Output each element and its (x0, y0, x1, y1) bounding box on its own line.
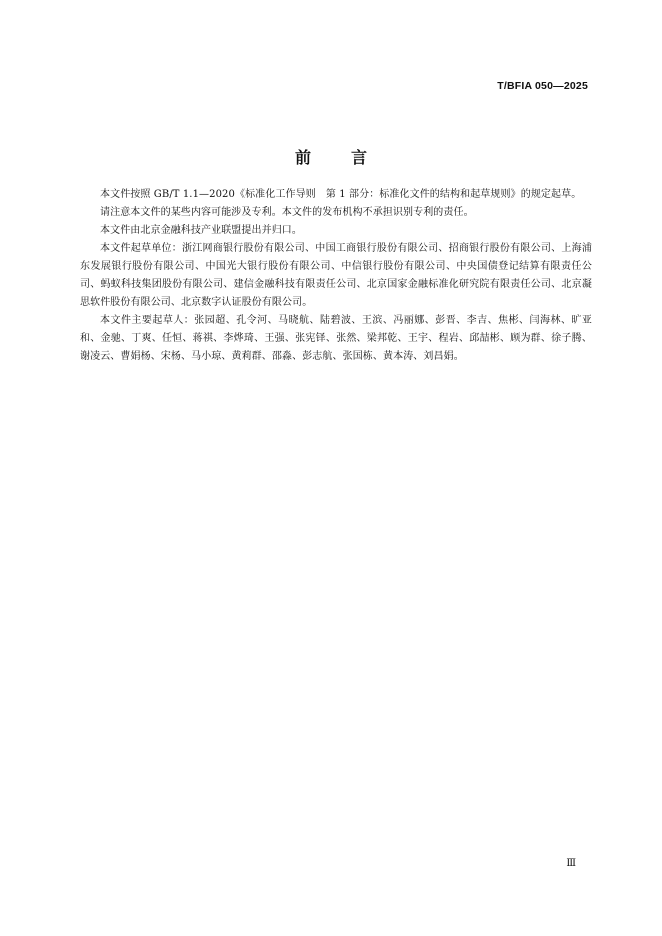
document-code: T/BFIA 050—2025 (497, 80, 588, 92)
paragraph-proposer: 本文件由北京金融科技产业联盟提出并归口。 (100, 225, 302, 236)
page-number: Ⅲ (566, 858, 576, 869)
paragraph-drafting-rules: 本文件按照 GB/T 1.1—2020《标准化工作导则 第 1 部分：标准化文件的结构和起草规则》的规定起草。 (100, 189, 582, 200)
foreword-body (80, 186, 592, 366)
paragraph-drafting-organizations: 本文件起草单位：浙江网商银行股份有限公司、中国工商银行股份有限公司、招商银行股份有限公司、上海浦东发展银行股份有限公司、中国光大银行股份有限公司、中信银行股份有限公司、中央国债登记结算有限责任公司、蚂蚁科技集团股份有限公司、建信金融科技有限责任公司、北京国家金融标准化研究院有限责任公司、北京凝思软件股份有限公司、北京数字认证股份有限公司。 (80, 243, 592, 308)
page-title: 前言 (294, 147, 407, 167)
paragraph-patent-notice: 请注意本文件的某些内容可能涉及专利。本文件的发布机构不承担识别专利的责任。 (100, 207, 474, 218)
paragraph-main-drafters: 本文件主要起草人：张园超、孔令河、马晓航、陆碧波、王滨、冯丽娜、彭晋、李吉、焦彬、闫海林、旷亚和、金驰、丁爽、任恒、蒋祺、李烨琦、王强、张宪铎、张然、梁邦乾、王宇、程岩、邱喆彬、顾为群、徐子腾、谢凌云、曹娟杨、宋杨、马小琼、黄莉群、邵淼、彭志航、张国栋、黄本涛、刘昌娟。 (80, 315, 592, 362)
